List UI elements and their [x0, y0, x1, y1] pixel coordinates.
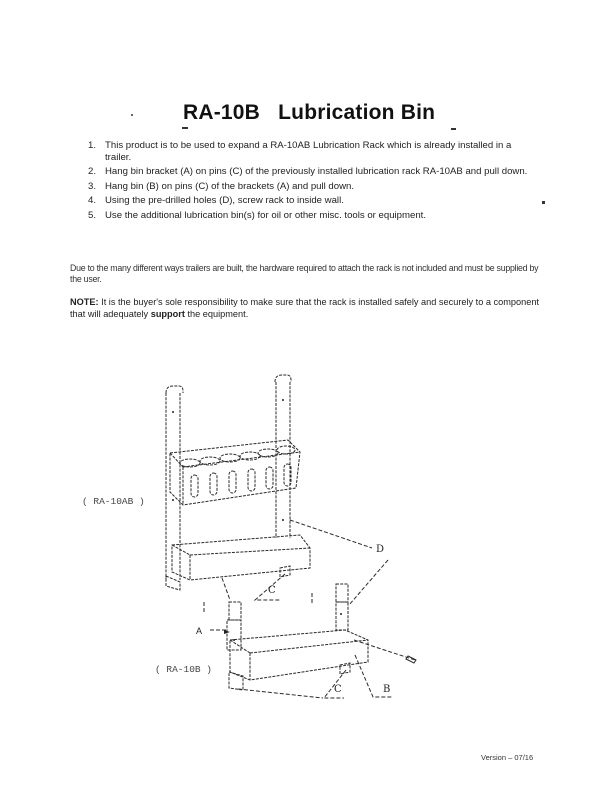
step-number: 4. — [88, 195, 97, 207]
document-title: RA-10B Lubrication Bin — [183, 101, 436, 124]
step-number: 2. — [88, 166, 97, 178]
step-text: Hang bin bracket (A) on pins (C) of the previously installed lubrication rack RA-10AB and pull down. — [105, 166, 528, 178]
note-text-1: It is the buyer's sole responsibility to make sure that the rack is installed safely and securely to a component that will adequately — [70, 297, 540, 319]
part-label-a: A — [196, 626, 203, 636]
rack-upright-left — [166, 386, 183, 580]
step-text: Using the pre-drilled holes (D), screw rack to inside wall. — [105, 195, 344, 207]
note-emphasis: support — [150, 309, 185, 319]
step-text: This product is to be used to expand a RA-10AB Lubrication Rack which is already installed in a trailer. — [105, 140, 512, 163]
step-text: Use the additional lubrication bin(s) for oil or other misc. tools or equipment. — [105, 209, 427, 221]
part-label-c-lower: C — [334, 684, 342, 695]
bin-bracket-right — [336, 584, 348, 630]
note-text-2: the equipment. — [184, 309, 249, 319]
upper-bin — [166, 535, 310, 590]
version-label: Version – 07/16 — [481, 753, 534, 762]
rack-upright-right — [275, 375, 291, 538]
part-label-d: D — [376, 544, 385, 555]
tube-holder — [170, 440, 300, 505]
step-text: Hang bin (B) on pins (C) of the brackets (A) and pull down. — [105, 180, 355, 192]
screw-icon — [406, 656, 416, 663]
step-number: 3. — [88, 180, 97, 192]
part-label-c-upper: C — [268, 585, 276, 596]
step-number: 5. — [88, 209, 97, 221]
hardware-note: Due to the many different ways trailers are built, the hardware required to attach the rack is not included and must be supplied by the user. — [70, 263, 539, 284]
part-label-b: B — [383, 684, 391, 695]
lower-bin — [229, 630, 368, 690]
step-number: 1. — [88, 140, 97, 151]
model-label-ra-10ab: ( RA-10AB ) — [82, 496, 145, 507]
model-label-ra-10b: ( RA-10B ) — [155, 664, 213, 675]
note-prefix: NOTE: — [70, 297, 99, 307]
